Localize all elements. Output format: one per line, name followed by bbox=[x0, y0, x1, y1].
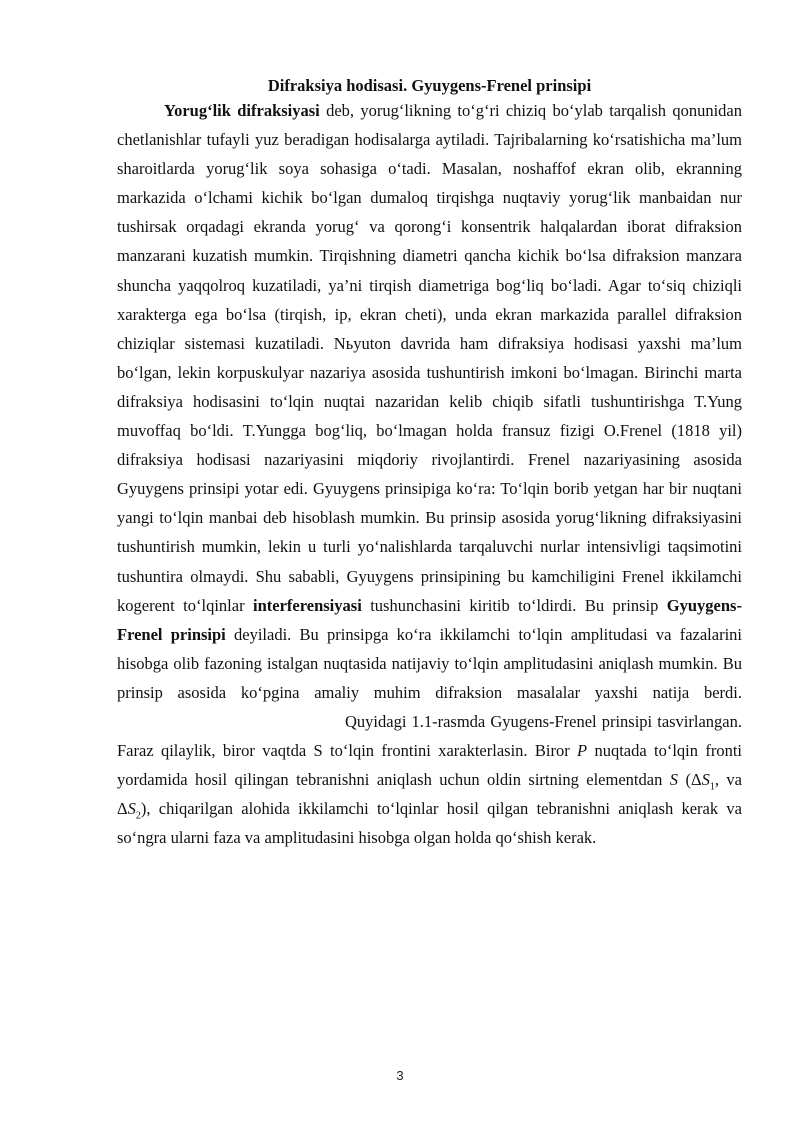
paragraph-text-c: deyiladi. Bu prinsipga ko‘ra ikkilamchi to‘lqin amplitudasi va fazalarini hisobga olib fazoning istalgan nuqtasida natijaviy to‘lqin amplitudasini aniqlash mumkin. Bu prinsip asosida ko‘pgina amaliy muhim difraksion masalalar yaxshi natija berdi. bbox=[117, 624, 742, 702]
variable-s2: S bbox=[127, 799, 136, 819]
paragraph-text-f: (Δ bbox=[678, 770, 702, 790]
term-principle: Gyuygens-Frenel prinsipi bbox=[117, 595, 742, 644]
variable-s1: S bbox=[701, 770, 710, 790]
page-number: 3 bbox=[396, 1068, 404, 1083]
paragraph-text-b: tushunchasini kiritib to‘ldirdi. Bu prinsip bbox=[361, 595, 667, 615]
document-page bbox=[117, 76, 742, 852]
body-paragraph bbox=[117, 96, 742, 852]
paragraph-text-e: nuqtada to‘lqin fronti yordamida hosil qilingan tebranishni aniqlash uchun oldin sirtning elementdan bbox=[117, 741, 742, 790]
paragraph-text-d: Quyidagi 1.1-rasmda Gyugens-Frenel prinsipi tasvirlangan. Faraz qilaylik, biror vaqtda S to‘lqin frontini xarakterlasin. Biror bbox=[117, 711, 742, 761]
term-diffraction: Yorug‘lik difraksiyasi bbox=[164, 101, 320, 120]
paragraph-text-a: deb, yorug‘likning to‘g‘ri chiziq bo‘ylab tarqalish qonunidan chetlanishlar tufayli yuz beradigan hodisalarga aytiladi. Tajribalarning ko‘rsatishicha ma’lum sharoitlarda yorug‘lik soya sohasiga o‘tadi. Masalan, noshaffof ekran olib, ekranning markazida o‘lchami kichik bo‘lgan dumaloq tirqishga nuqtaviy yorug‘lik manbaidan nur tushirsak orqadagi ekranda yorug‘ va qorong‘i konsentrik halqalardan iborat difraksion manzarani kuzatish mumkin. Tirqishning diametri qancha kichik bo‘lsa difraksion manzara shuncha yaqqolroq kuzatiladi, ya’ni tirqish diametriga bog‘liq bo‘ladi. Agar to‘siq chiziqli xarakterga ega bo‘lsa (tirqish, ip, ekran cheti), unda ekran markazida parallel difraksion chiziqlar sistemasi kuzatiladi. Nьyuton davrida ham difraksiya hodisasi yaxshi ma’lum bo‘lgan, lekin korpuskulyar nazariya asosida tushuntirish imkoni bo‘lmagan. Birinchi marta difraksiya hodisasini to‘lqin nuqtai nazaridan kelib chiqib sifatli tushuntirishga T.Yung muvoffaq bo‘ldi. T.Yungga bog‘liq, bo‘lmagan holda fransuz fizigi O.Frenel (1818 yil) difraksiya hodisasi nazariyasini miqdoriy rivojlantirdi. Frenel nazariyasining asosida Gyuygens prinsipi yotar edi. Gyuygens prinsipiga ko‘ra: To‘lqin borib yetgan har bir nuqtani yangi to‘lqin manbai deb hisoblash mumkin. Bu prinsip asosida yorug‘likning difraksiyasini tushuntirish mumkin, lekin u turli yo‘nalishlarda tarqaluvchi nurlar intensivligi taqsimotini tushuntira olmaydi. Shu sababli, Gyuygens prinsipining bu kamchiligini Frenel ikkilamchi kogerent to‘lqinlar bbox=[117, 101, 742, 615]
document-title: Difraksiya hodisasi. Gyuygens-Frenel prinsipi bbox=[267, 76, 592, 95]
paragraph-text-h: ), chiqarilgan alohida ikkilamchi to‘lqinlar hosil qilgan tebranishni aniqlash kerak va so‘ngra ularni faza va amplitudasini hisobga olgan holda qo‘shish kerak. bbox=[117, 799, 742, 848]
subscript-1: 1 bbox=[709, 781, 715, 793]
subscript-2: 2 bbox=[135, 810, 141, 822]
paragraph-text-g: , va Δ bbox=[117, 770, 742, 819]
variable-s: S bbox=[669, 770, 679, 790]
term-interference: interferensiyasi bbox=[253, 595, 362, 615]
variable-p: P bbox=[577, 741, 588, 761]
